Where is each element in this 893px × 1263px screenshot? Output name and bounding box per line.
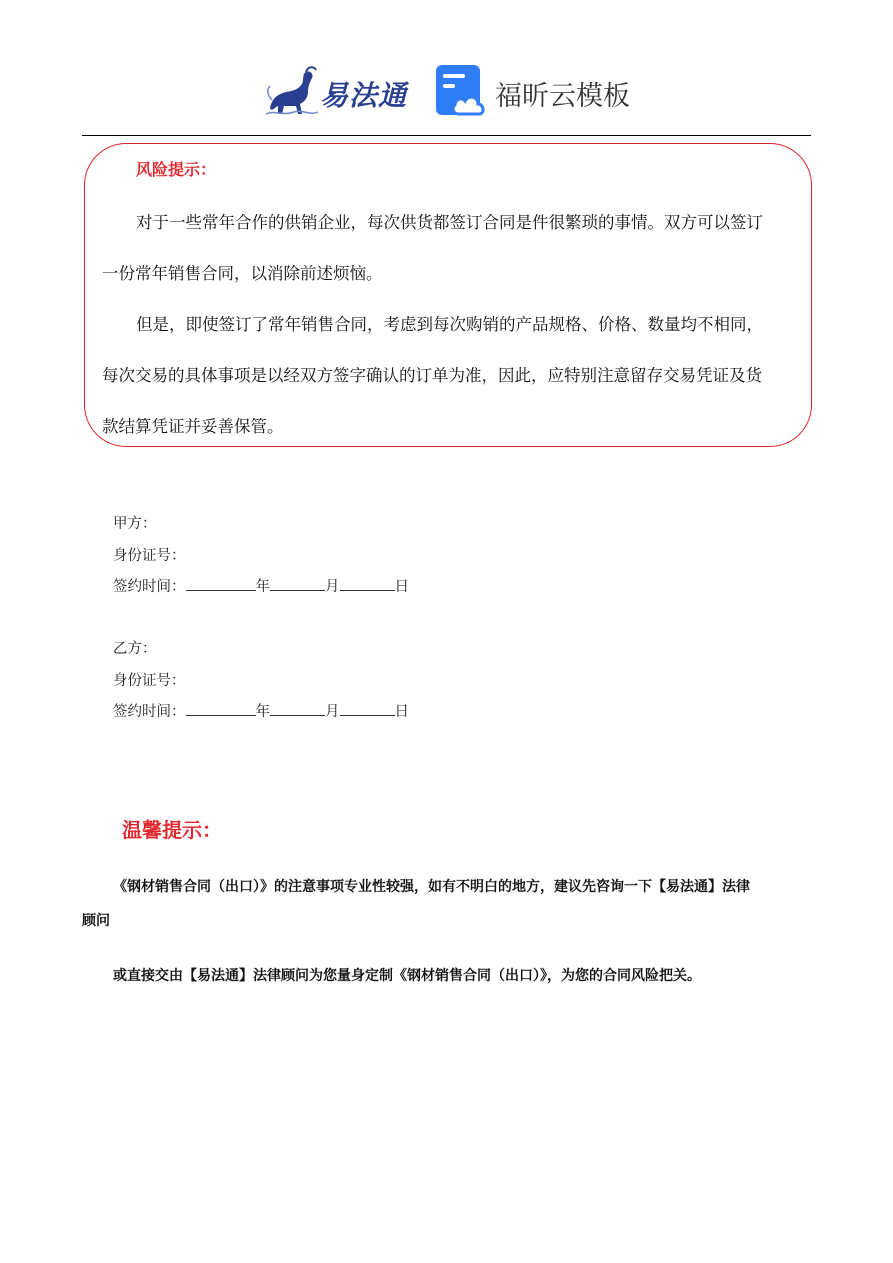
risk-notice-line: 每次交易的具体事项是以经双方签字确认的订单为准，因此，应特别注意留存交易凭证及货 [102, 366, 762, 385]
risk-notice-box [84, 143, 812, 447]
party-a-day-blank[interactable] [340, 576, 395, 591]
party-b-month-blank[interactable] [270, 701, 325, 716]
qilin-emblem-icon [262, 64, 320, 118]
warm-tip-line: 顾问 [82, 913, 110, 929]
party-b-sign-date [113, 700, 409, 721]
party-b-year-blank[interactable] [186, 701, 256, 716]
party-a-month-blank[interactable] [270, 576, 325, 591]
party-a-year-unit: 年 [255, 579, 270, 595]
risk-notice-line: 款结算凭证并妥善保管。 [102, 417, 284, 436]
warm-tip-line: 或直接交由【易法通】法律顾问为您量身定制《钢材销售合同（出口）》，为您的合同风险把关。 [113, 968, 701, 984]
party-a-day-unit: 日 [394, 579, 409, 595]
warm-tip-line: 《钢材销售合同（出口）》的注意事项专业性较强，如有不明白的地方，建议先咨询一下【易法通】法律 [113, 879, 750, 895]
risk-notice-line: 一份常年销售合同，以消除前述烦恼。 [102, 264, 383, 283]
party-a-year-blank[interactable] [186, 576, 256, 591]
party-a-month-unit: 月 [325, 579, 340, 595]
party-a-id-label: 身份证号： [113, 548, 186, 564]
cloud-document-icon [435, 64, 489, 118]
risk-notice-line: 对于一些常年合作的供销企业，每次供货都签订合同是件很繁琐的事情。双方可以签订 [136, 213, 763, 232]
party-a-date-label: 签约时间： [113, 579, 186, 595]
warm-tip-title: 温馨提示： [122, 818, 222, 842]
party-b-label: 乙方： [113, 641, 157, 657]
party-b-date-label: 签约时间： [113, 704, 186, 720]
party-b-id-label: 身份证号： [113, 673, 186, 689]
party-b-day-unit: 日 [394, 704, 409, 720]
risk-notice-title: 风险提示： [136, 160, 217, 179]
risk-notice-line: 但是，即使签订了常年销售合同，考虑到每次购销的产品规格、价格、数量均不相同， [136, 315, 763, 334]
header-divider [82, 135, 811, 136]
party-a-sign-date [113, 575, 409, 596]
foxit-cloud-template-text: 福昕云模板 [495, 81, 630, 112]
yifatong-logo-text: 易法通 [320, 79, 408, 112]
party-b-month-unit: 月 [325, 704, 340, 720]
yifatong-logo [262, 60, 412, 122]
party-b-year-unit: 年 [255, 704, 270, 720]
party-a-label: 甲方： [113, 516, 157, 532]
party-b-day-blank[interactable] [340, 701, 395, 716]
